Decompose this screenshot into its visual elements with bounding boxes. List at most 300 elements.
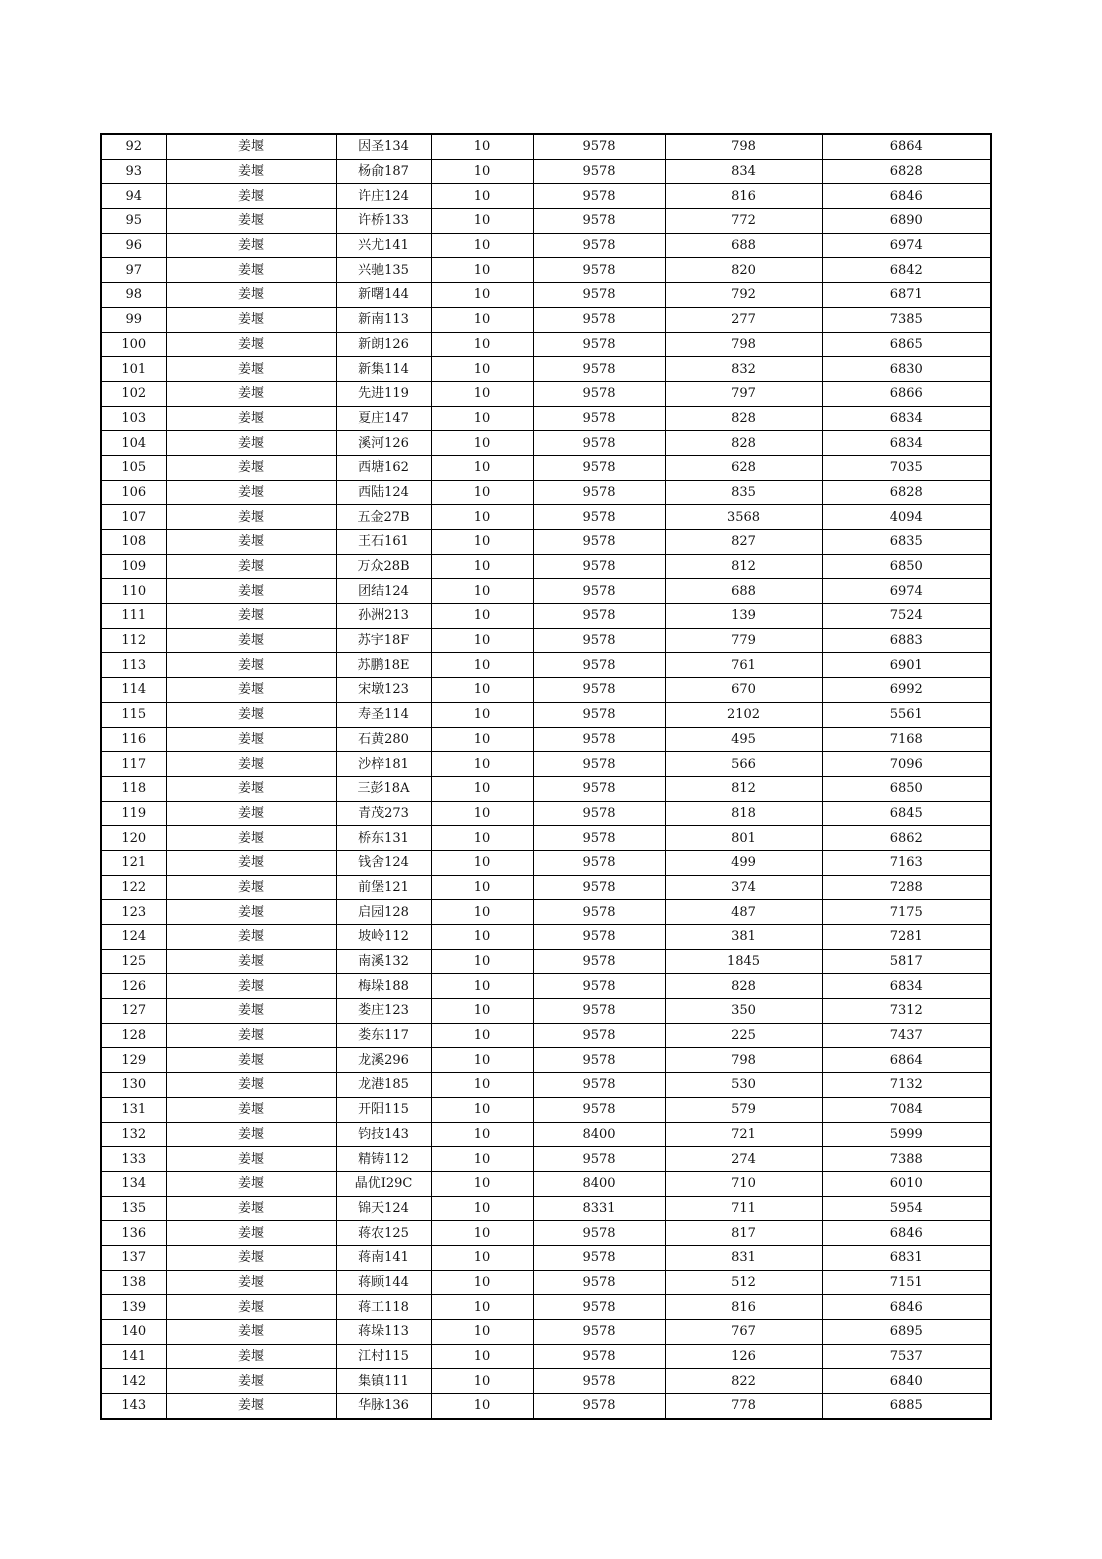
load-cell: 828 — [665, 974, 822, 999]
margin-cell: 6862 — [822, 826, 991, 851]
area-cell: 姜堰 — [166, 1097, 336, 1122]
area-cell: 姜堰 — [166, 1147, 336, 1172]
capacity-cell: 9578 — [533, 1320, 665, 1345]
table-row — [101, 455, 991, 480]
area-cell: 姜堰 — [166, 480, 336, 505]
load-cell: 487 — [665, 900, 822, 925]
area-cell: 姜堰 — [166, 233, 336, 258]
voltage-cell: 10 — [431, 159, 533, 184]
margin-cell: 6828 — [822, 480, 991, 505]
load-cell: 688 — [665, 233, 822, 258]
line-name-cell: 因圣134 — [336, 134, 431, 159]
voltage-cell: 10 — [431, 530, 533, 555]
load-cell: 225 — [665, 1023, 822, 1048]
voltage-cell: 10 — [431, 357, 533, 382]
margin-cell: 5954 — [822, 1196, 991, 1221]
load-cell: 566 — [665, 752, 822, 777]
load-cell: 834 — [665, 159, 822, 184]
load-cell: 798 — [665, 332, 822, 357]
line-name-cell: 团结124 — [336, 579, 431, 604]
load-cell: 1845 — [665, 949, 822, 974]
voltage-cell: 10 — [431, 258, 533, 283]
capacity-cell: 9578 — [533, 1221, 665, 1246]
voltage-cell: 10 — [431, 1147, 533, 1172]
data-table — [100, 133, 992, 1420]
row-number-cell: 140 — [101, 1320, 166, 1345]
voltage-cell: 10 — [431, 1221, 533, 1246]
area-cell: 姜堰 — [166, 258, 336, 283]
area-cell: 姜堰 — [166, 332, 336, 357]
area-cell: 姜堰 — [166, 702, 336, 727]
capacity-cell: 9578 — [533, 1369, 665, 1394]
table-row — [101, 678, 991, 703]
margin-cell: 6865 — [822, 332, 991, 357]
margin-cell: 7151 — [822, 1270, 991, 1295]
margin-cell: 6850 — [822, 554, 991, 579]
capacity-cell: 9578 — [533, 900, 665, 925]
area-cell: 姜堰 — [166, 1221, 336, 1246]
line-name-cell: 三彭18A — [336, 776, 431, 801]
load-cell: 350 — [665, 999, 822, 1024]
voltage-cell: 10 — [431, 505, 533, 530]
margin-cell: 7096 — [822, 752, 991, 777]
margin-cell: 7168 — [822, 727, 991, 752]
area-cell: 姜堰 — [166, 307, 336, 332]
table-row — [101, 801, 991, 826]
line-name-cell: 宋墩123 — [336, 678, 431, 703]
load-cell: 778 — [665, 1394, 822, 1419]
row-number-cell: 127 — [101, 999, 166, 1024]
table-row — [101, 381, 991, 406]
row-number-cell: 106 — [101, 480, 166, 505]
load-cell: 792 — [665, 283, 822, 308]
voltage-cell: 10 — [431, 727, 533, 752]
load-cell: 832 — [665, 357, 822, 382]
row-number-cell: 135 — [101, 1196, 166, 1221]
capacity-cell: 9578 — [533, 554, 665, 579]
table-row — [101, 1394, 991, 1419]
area-cell: 姜堰 — [166, 628, 336, 653]
voltage-cell: 10 — [431, 332, 533, 357]
capacity-cell: 9578 — [533, 381, 665, 406]
area-cell: 姜堰 — [166, 357, 336, 382]
capacity-cell: 9578 — [533, 801, 665, 826]
row-number-cell: 123 — [101, 900, 166, 925]
table-row — [101, 406, 991, 431]
line-name-cell: 沙梓181 — [336, 752, 431, 777]
load-cell: 828 — [665, 406, 822, 431]
load-cell: 767 — [665, 1320, 822, 1345]
table-row — [101, 900, 991, 925]
margin-cell: 7175 — [822, 900, 991, 925]
capacity-cell: 9578 — [533, 678, 665, 703]
line-name-cell: 王石161 — [336, 530, 431, 555]
table-body — [101, 134, 991, 1419]
margin-cell: 6834 — [822, 406, 991, 431]
area-cell: 姜堰 — [166, 678, 336, 703]
voltage-cell: 10 — [431, 801, 533, 826]
area-cell: 姜堰 — [166, 826, 336, 851]
area-cell: 姜堰 — [166, 850, 336, 875]
table-row — [101, 431, 991, 456]
voltage-cell: 10 — [431, 1097, 533, 1122]
table-row — [101, 1270, 991, 1295]
margin-cell: 7537 — [822, 1344, 991, 1369]
area-cell: 姜堰 — [166, 776, 336, 801]
margin-cell: 6835 — [822, 530, 991, 555]
area-cell: 姜堰 — [166, 1122, 336, 1147]
table-row — [101, 1295, 991, 1320]
row-number-cell: 131 — [101, 1097, 166, 1122]
capacity-cell: 9578 — [533, 530, 665, 555]
line-name-cell: 寿圣114 — [336, 702, 431, 727]
voltage-cell: 10 — [431, 604, 533, 629]
line-name-cell: 石黄280 — [336, 727, 431, 752]
line-name-cell: 开阳115 — [336, 1097, 431, 1122]
load-cell: 772 — [665, 209, 822, 234]
capacity-cell: 9578 — [533, 702, 665, 727]
voltage-cell: 10 — [431, 974, 533, 999]
area-cell: 姜堰 — [166, 1394, 336, 1419]
area-cell: 姜堰 — [166, 1023, 336, 1048]
row-number-cell: 139 — [101, 1295, 166, 1320]
line-name-cell: 梅垛188 — [336, 974, 431, 999]
table-row — [101, 826, 991, 851]
row-number-cell: 96 — [101, 233, 166, 258]
voltage-cell: 10 — [431, 900, 533, 925]
margin-cell: 5999 — [822, 1122, 991, 1147]
load-cell: 711 — [665, 1196, 822, 1221]
area-cell: 姜堰 — [166, 1320, 336, 1345]
voltage-cell: 10 — [431, 184, 533, 209]
load-cell: 710 — [665, 1171, 822, 1196]
voltage-cell: 10 — [431, 875, 533, 900]
table-row — [101, 1320, 991, 1345]
line-name-cell: 西塘162 — [336, 455, 431, 480]
line-name-cell: 蒋农125 — [336, 1221, 431, 1246]
row-number-cell: 115 — [101, 702, 166, 727]
area-cell: 姜堰 — [166, 283, 336, 308]
line-name-cell: 精铸112 — [336, 1147, 431, 1172]
margin-cell: 5817 — [822, 949, 991, 974]
load-cell: 126 — [665, 1344, 822, 1369]
voltage-cell: 10 — [431, 406, 533, 431]
area-cell: 姜堰 — [166, 974, 336, 999]
voltage-cell: 10 — [431, 850, 533, 875]
table-row — [101, 949, 991, 974]
row-number-cell: 129 — [101, 1048, 166, 1073]
row-number-cell: 142 — [101, 1369, 166, 1394]
row-number-cell: 111 — [101, 604, 166, 629]
row-number-cell: 119 — [101, 801, 166, 826]
line-name-cell: 钧技143 — [336, 1122, 431, 1147]
table-row — [101, 974, 991, 999]
table-row — [101, 480, 991, 505]
area-cell: 姜堰 — [166, 554, 336, 579]
row-number-cell: 136 — [101, 1221, 166, 1246]
row-number-cell: 98 — [101, 283, 166, 308]
table-row — [101, 1221, 991, 1246]
margin-cell: 6864 — [822, 134, 991, 159]
row-number-cell: 130 — [101, 1073, 166, 1098]
table-row — [101, 1196, 991, 1221]
row-number-cell: 132 — [101, 1122, 166, 1147]
voltage-cell: 10 — [431, 209, 533, 234]
load-cell: 374 — [665, 875, 822, 900]
table-row — [101, 653, 991, 678]
row-number-cell: 104 — [101, 431, 166, 456]
load-cell: 579 — [665, 1097, 822, 1122]
load-cell: 779 — [665, 628, 822, 653]
row-number-cell: 138 — [101, 1270, 166, 1295]
area-cell: 姜堰 — [166, 381, 336, 406]
margin-cell: 6831 — [822, 1245, 991, 1270]
table-row — [101, 283, 991, 308]
voltage-cell: 10 — [431, 1122, 533, 1147]
area-cell: 姜堰 — [166, 455, 336, 480]
line-name-cell: 孙洲213 — [336, 604, 431, 629]
line-name-cell: 蒋南141 — [336, 1245, 431, 1270]
area-cell: 姜堰 — [166, 1048, 336, 1073]
area-cell: 姜堰 — [166, 727, 336, 752]
capacity-cell: 9578 — [533, 999, 665, 1024]
table-row — [101, 357, 991, 382]
voltage-cell: 10 — [431, 678, 533, 703]
load-cell: 499 — [665, 850, 822, 875]
load-cell: 798 — [665, 1048, 822, 1073]
line-name-cell: 新集114 — [336, 357, 431, 382]
capacity-cell: 9578 — [533, 1147, 665, 1172]
line-name-cell: 钱舍124 — [336, 850, 431, 875]
row-number-cell: 137 — [101, 1245, 166, 1270]
table-row — [101, 628, 991, 653]
margin-cell: 6846 — [822, 184, 991, 209]
row-number-cell: 100 — [101, 332, 166, 357]
table-row — [101, 1245, 991, 1270]
capacity-cell: 9578 — [533, 406, 665, 431]
capacity-cell: 9578 — [533, 480, 665, 505]
margin-cell: 6974 — [822, 233, 991, 258]
capacity-cell: 9578 — [533, 653, 665, 678]
area-cell: 姜堰 — [166, 949, 336, 974]
line-name-cell: 龙港185 — [336, 1073, 431, 1098]
margin-cell: 7084 — [822, 1097, 991, 1122]
line-name-cell: 蒋垛113 — [336, 1320, 431, 1345]
margin-cell: 6992 — [822, 678, 991, 703]
line-name-cell: 江村115 — [336, 1344, 431, 1369]
table-row — [101, 925, 991, 950]
margin-cell: 6845 — [822, 801, 991, 826]
line-name-cell: 前堡121 — [336, 875, 431, 900]
margin-cell: 6830 — [822, 357, 991, 382]
row-number-cell: 113 — [101, 653, 166, 678]
line-name-cell: 坡岭112 — [336, 925, 431, 950]
row-number-cell: 114 — [101, 678, 166, 703]
table-row — [101, 850, 991, 875]
capacity-cell: 9578 — [533, 949, 665, 974]
line-name-cell: 娄庄123 — [336, 999, 431, 1024]
line-name-cell: 锦天124 — [336, 1196, 431, 1221]
row-number-cell: 95 — [101, 209, 166, 234]
area-cell: 姜堰 — [166, 505, 336, 530]
line-name-cell: 晶优I29C — [336, 1171, 431, 1196]
margin-cell: 7281 — [822, 925, 991, 950]
table-row — [101, 209, 991, 234]
line-name-cell: 苏宇18F — [336, 628, 431, 653]
area-cell: 姜堰 — [166, 1245, 336, 1270]
margin-cell: 6834 — [822, 431, 991, 456]
capacity-cell: 9578 — [533, 579, 665, 604]
load-cell: 3568 — [665, 505, 822, 530]
area-cell: 姜堰 — [166, 184, 336, 209]
capacity-cell: 9578 — [533, 1073, 665, 1098]
load-cell: 797 — [665, 381, 822, 406]
row-number-cell: 117 — [101, 752, 166, 777]
load-cell: 512 — [665, 1270, 822, 1295]
margin-cell: 7132 — [822, 1073, 991, 1098]
margin-cell: 6842 — [822, 258, 991, 283]
table-row — [101, 184, 991, 209]
margin-cell: 6846 — [822, 1295, 991, 1320]
load-cell: 761 — [665, 653, 822, 678]
table-row — [101, 134, 991, 159]
row-number-cell: 116 — [101, 727, 166, 752]
table-row — [101, 1122, 991, 1147]
load-cell: 816 — [665, 184, 822, 209]
area-cell: 姜堰 — [166, 1295, 336, 1320]
row-number-cell: 133 — [101, 1147, 166, 1172]
line-name-cell: 夏庄147 — [336, 406, 431, 431]
line-name-cell: 娄东117 — [336, 1023, 431, 1048]
line-name-cell: 万众28B — [336, 554, 431, 579]
row-number-cell: 105 — [101, 455, 166, 480]
margin-cell: 6901 — [822, 653, 991, 678]
area-cell: 姜堰 — [166, 604, 336, 629]
row-number-cell: 107 — [101, 505, 166, 530]
capacity-cell: 9578 — [533, 1295, 665, 1320]
table-row — [101, 1073, 991, 1098]
line-name-cell: 新南113 — [336, 307, 431, 332]
row-number-cell: 128 — [101, 1023, 166, 1048]
line-name-cell: 青茂273 — [336, 801, 431, 826]
margin-cell: 4094 — [822, 505, 991, 530]
capacity-cell: 9578 — [533, 850, 665, 875]
line-name-cell: 西陆124 — [336, 480, 431, 505]
table-row — [101, 604, 991, 629]
load-cell: 820 — [665, 258, 822, 283]
capacity-cell: 8400 — [533, 1122, 665, 1147]
voltage-cell: 10 — [431, 653, 533, 678]
capacity-cell: 9578 — [533, 307, 665, 332]
margin-cell: 7035 — [822, 455, 991, 480]
margin-cell: 7288 — [822, 875, 991, 900]
line-name-cell: 启园128 — [336, 900, 431, 925]
capacity-cell: 9578 — [533, 925, 665, 950]
row-number-cell: 143 — [101, 1394, 166, 1419]
area-cell: 姜堰 — [166, 900, 336, 925]
row-number-cell: 101 — [101, 357, 166, 382]
capacity-cell: 9578 — [533, 1023, 665, 1048]
capacity-cell: 9578 — [533, 134, 665, 159]
line-name-cell: 华脉136 — [336, 1394, 431, 1419]
capacity-cell: 8400 — [533, 1171, 665, 1196]
capacity-cell: 8331 — [533, 1196, 665, 1221]
margin-cell: 7312 — [822, 999, 991, 1024]
line-name-cell: 蒋工118 — [336, 1295, 431, 1320]
voltage-cell: 10 — [431, 1369, 533, 1394]
load-cell: 688 — [665, 579, 822, 604]
voltage-cell: 10 — [431, 431, 533, 456]
table-row — [101, 776, 991, 801]
capacity-cell: 9578 — [533, 332, 665, 357]
area-cell: 姜堰 — [166, 801, 336, 826]
area-cell: 姜堰 — [166, 1270, 336, 1295]
row-number-cell: 120 — [101, 826, 166, 851]
load-cell: 628 — [665, 455, 822, 480]
voltage-cell: 10 — [431, 554, 533, 579]
line-name-cell: 新曙144 — [336, 283, 431, 308]
line-name-cell: 许桥133 — [336, 209, 431, 234]
load-cell: 817 — [665, 1221, 822, 1246]
area-cell: 姜堰 — [166, 1171, 336, 1196]
line-name-cell: 集镇111 — [336, 1369, 431, 1394]
capacity-cell: 9578 — [533, 752, 665, 777]
table-row — [101, 1147, 991, 1172]
load-cell: 495 — [665, 727, 822, 752]
row-number-cell: 134 — [101, 1171, 166, 1196]
margin-cell: 7524 — [822, 604, 991, 629]
line-name-cell: 新朗126 — [336, 332, 431, 357]
margin-cell: 6864 — [822, 1048, 991, 1073]
margin-cell: 6846 — [822, 1221, 991, 1246]
capacity-cell: 9578 — [533, 357, 665, 382]
capacity-cell: 9578 — [533, 258, 665, 283]
load-cell: 2102 — [665, 702, 822, 727]
capacity-cell: 9578 — [533, 159, 665, 184]
margin-cell: 7163 — [822, 850, 991, 875]
area-cell: 姜堰 — [166, 134, 336, 159]
table-row — [101, 875, 991, 900]
capacity-cell: 9578 — [533, 431, 665, 456]
voltage-cell: 10 — [431, 283, 533, 308]
load-cell: 274 — [665, 1147, 822, 1172]
load-cell: 530 — [665, 1073, 822, 1098]
voltage-cell: 10 — [431, 1023, 533, 1048]
row-number-cell: 108 — [101, 530, 166, 555]
voltage-cell: 10 — [431, 579, 533, 604]
capacity-cell: 9578 — [533, 974, 665, 999]
capacity-cell: 9578 — [533, 1097, 665, 1122]
voltage-cell: 10 — [431, 999, 533, 1024]
load-cell: 828 — [665, 431, 822, 456]
voltage-cell: 10 — [431, 925, 533, 950]
capacity-cell: 9578 — [533, 455, 665, 480]
voltage-cell: 10 — [431, 628, 533, 653]
capacity-cell: 9578 — [533, 826, 665, 851]
row-number-cell: 112 — [101, 628, 166, 653]
load-cell: 721 — [665, 1122, 822, 1147]
line-name-cell: 桥东131 — [336, 826, 431, 851]
margin-cell: 6010 — [822, 1171, 991, 1196]
margin-cell: 6883 — [822, 628, 991, 653]
area-cell: 姜堰 — [166, 209, 336, 234]
voltage-cell: 10 — [431, 1295, 533, 1320]
table-row — [101, 258, 991, 283]
row-number-cell: 109 — [101, 554, 166, 579]
capacity-cell: 9578 — [533, 1245, 665, 1270]
capacity-cell: 9578 — [533, 1344, 665, 1369]
capacity-cell: 9578 — [533, 283, 665, 308]
